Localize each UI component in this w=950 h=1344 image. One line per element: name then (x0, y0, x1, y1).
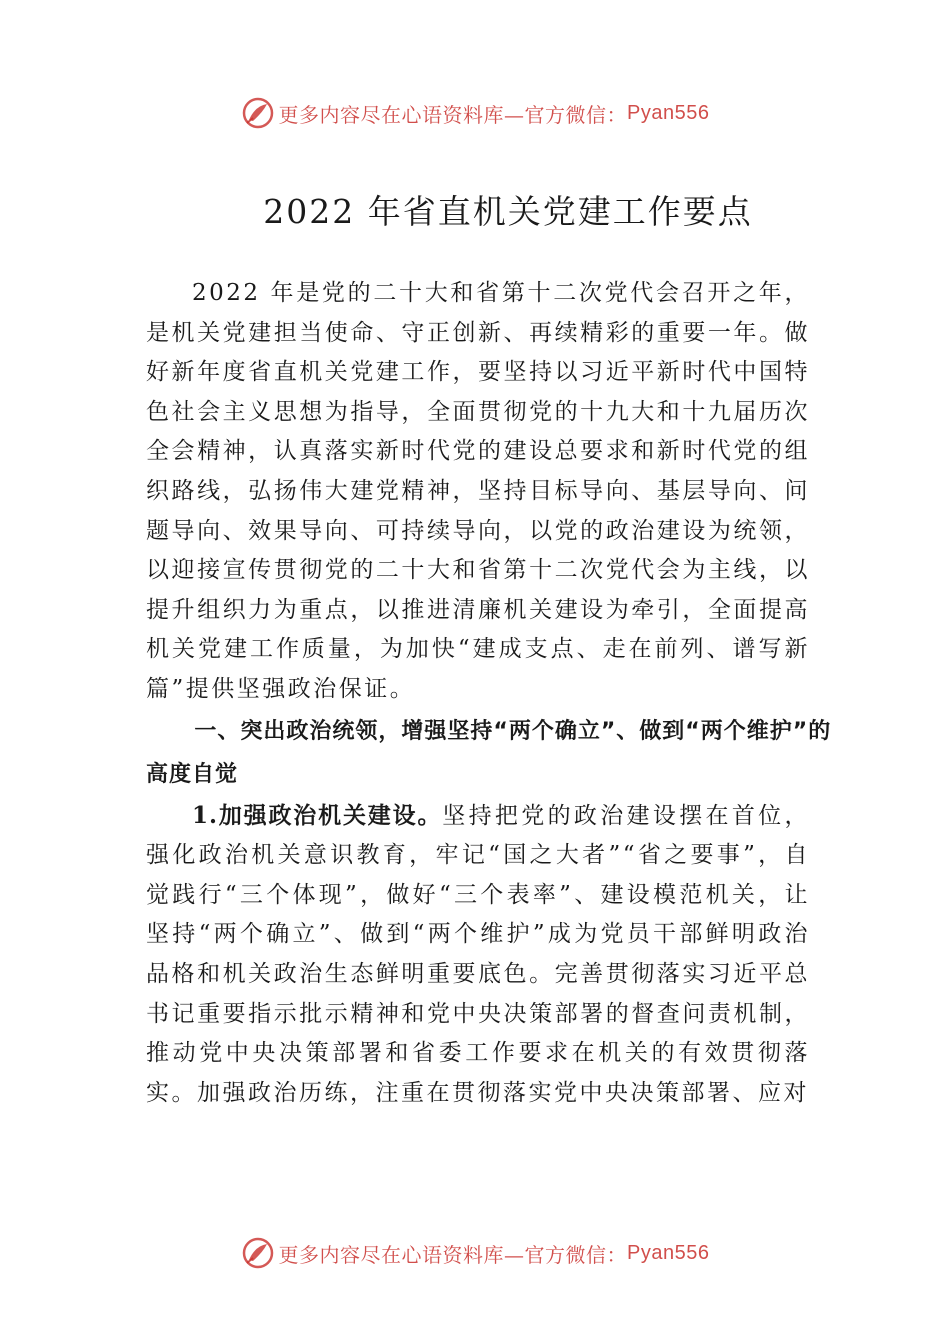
item-paragraph-1 (146, 796, 810, 1114)
pen-logo-icon (241, 1236, 275, 1270)
footer-watermark (0, 1236, 950, 1270)
section-heading-1: 一、突出政治统领，增强坚持“两个确立”、做到“两个维护”的高度自觉 (146, 718, 832, 787)
watermark-wechat-id: Pyan556 (627, 101, 710, 124)
watermark-text: 更多内容尽在心语资料库—官方微信： (278, 1242, 628, 1267)
item-body-1: 坚持把党的政治建设摆在首位，强化政治机关意识教育，牢记“国之大者”“省之要事”，自觉践行“三个体现”，做好“三个表率”、建设模范机关，让坚持“两个确立”、做到“两个维护”成为党员干部鲜明政治品格和机关政治生态鲜明重要底色。完善贯彻落实习近平总书记重要指示批示精神和党中央决策部署的督查问责机制， 推动党中央决策部署和省委工作要求在机关的有效贯彻落实。加强政治历练，注重在贯彻落实党中央决策部署、应对 (146, 802, 810, 1106)
intro-paragraph: 2022 年是党的二十大和省第十二次党代会召开之年，是机关党建担当使命、守正创新、再续精彩的重要一年。做好新年度省直机关党建工作，要坚持以习近平新时代中国特色社会主义思想为指导，全面贯彻党的十九大和十九届历次全会精神，认真落实新时代党的建设总要求和新时代党的组织路线，弘扬伟大建党精神，坚持目标导向、基层导向、问题导向、效果导向、可持续导向，以党的政治建设为统领，以迎接宣传贯彻党的二十大和省第十二次党代会为主线，以提升组织力为重点，以推进清廉机关建设为牵引，全面提高机关党建工作质量，为加快“建成支点、走在前列、谱写新篇”提供坚强政治保证。 (146, 280, 810, 702)
pen-logo-icon (241, 96, 275, 130)
header-watermark (0, 96, 950, 130)
document-title: 2022 年省直机关党建工作要点 (263, 192, 753, 231)
watermark-text: 更多内容尽在心语资料库—官方微信： (278, 102, 628, 127)
item-lead-1: 1.加强政治机关建设。 (192, 801, 443, 829)
watermark-wechat-id: Pyan556 (627, 1241, 710, 1264)
document-body (146, 274, 832, 1113)
